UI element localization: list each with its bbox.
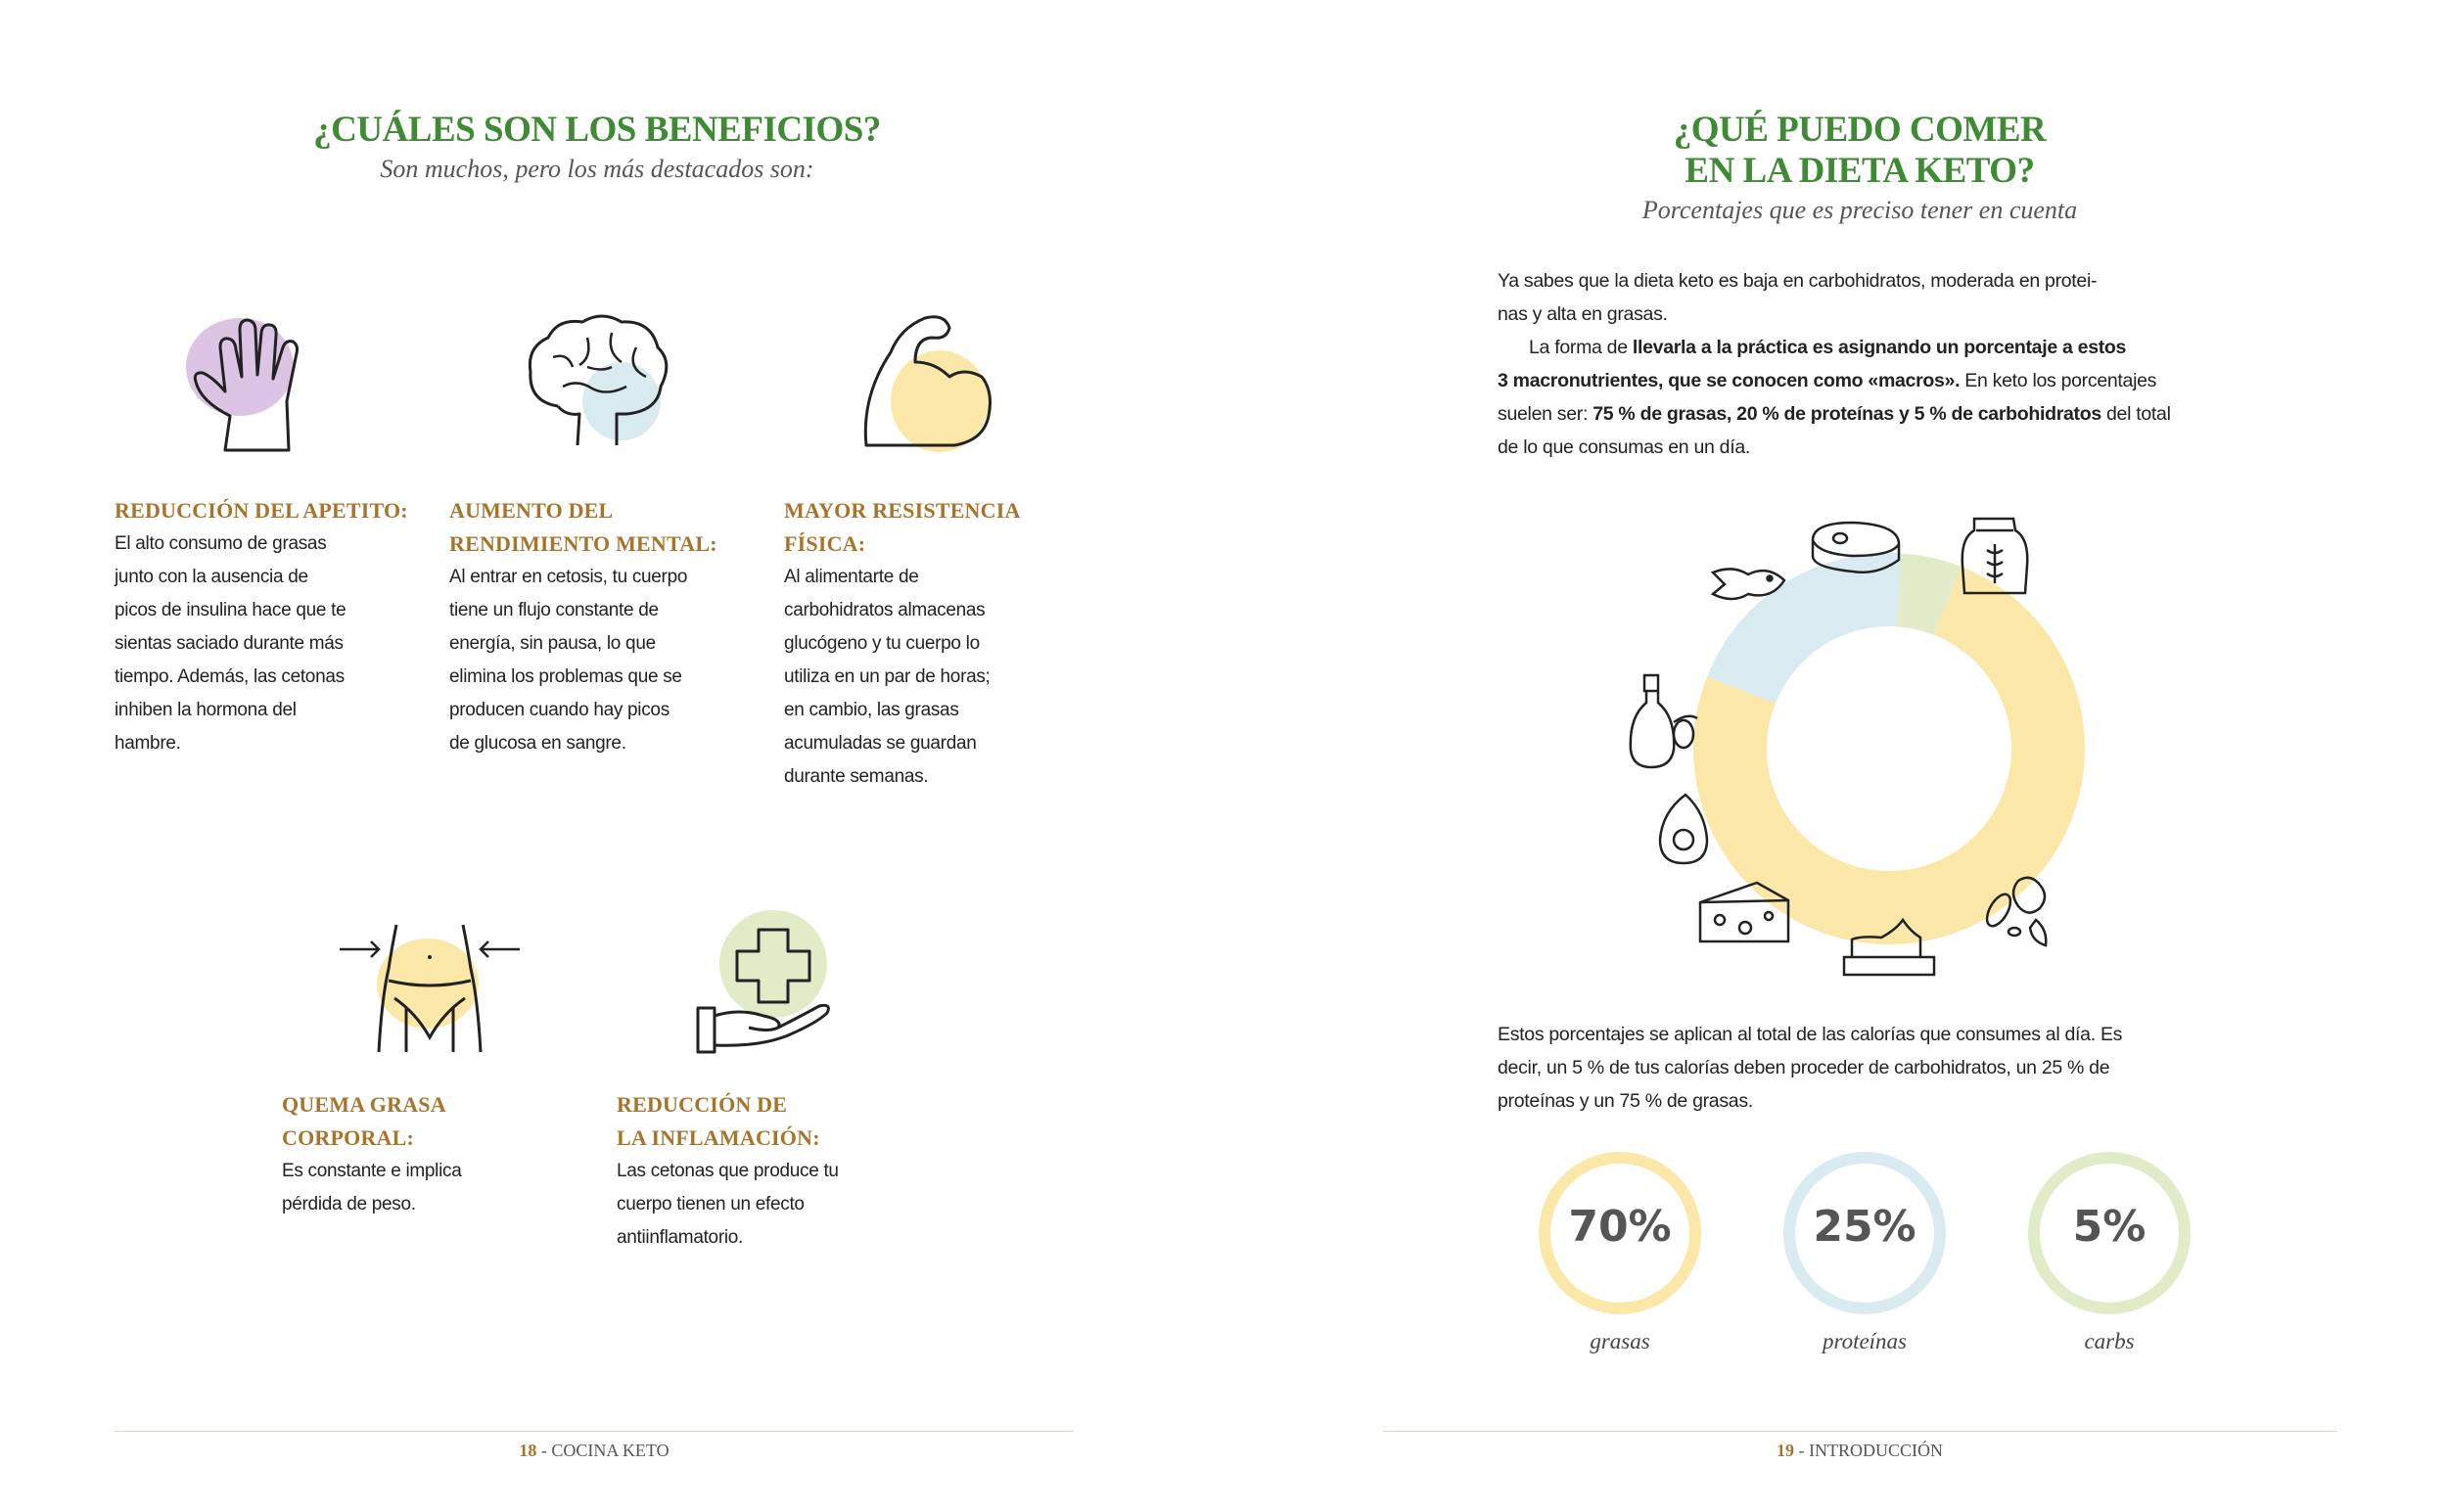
cheese-icon	[1700, 883, 1788, 941]
macro-label: grasas	[1590, 1329, 1650, 1353]
muscle-icon	[856, 308, 1013, 455]
macro-label: carbs	[2084, 1329, 2135, 1353]
benefit-heading: REDUCCIÓN DE LA INFLAMACIÓN:	[617, 1092, 820, 1150]
benefit-text: Las cetonas que produce tu cuerpo tienen un efecto antiinflamatorio.	[617, 1161, 839, 1248]
benefit-text: Al alimentarte de carbohidratos almacenas glucógeno y tu cuerpo lo utiliza en un par de horas; en cambio, las grasas acumuladas se guardan durante semanas.	[784, 567, 991, 787]
right-page	[1224, 0, 2447, 1512]
macro-value: 70%	[1568, 1202, 1672, 1252]
page-subtitle: Porcentajes que es preciso tener en cuenta	[1641, 196, 2078, 224]
macros-donut-chart	[1586, 509, 2173, 1018]
benefit-heading: REDUCCIÓN DEL APETITO:	[115, 498, 408, 523]
benefit-heading: MAYOR RESISTENCIA FÍSICA:	[784, 498, 1021, 556]
page-title: ¿QUÉ PUEDO COMER EN LA DIETA KETO?	[1673, 110, 2047, 191]
macro-value: 25%	[1813, 1202, 1916, 1252]
donut-segment-proteinas	[1707, 553, 1902, 704]
benefit-text: El alto consumo de grasas junto con la ausencia de picos de insulina hace que te sientas saciado durante más tiempo. Además, las cetonas inhiben la hormona del hambre.	[115, 533, 346, 754]
brain-icon	[519, 308, 675, 455]
benefit-text: Es constante e implica pérdida de peso.	[282, 1161, 462, 1214]
benefit-text: Al entrar en cetosis, tu cuerpo tiene un flujo constante de energía, sin pausa, lo que elimina los problemas que se producen cuando hay picos de glucosa en sangre.	[449, 567, 688, 754]
page-footer: 19 - INTRODUCCIÓN	[1777, 1441, 1943, 1460]
page-footer: 18 - COCINA KETO	[519, 1441, 669, 1460]
percent-paragraph: Estos porcentajes se aplican al total de las calorías que consumes al día. Es decir, un 5 % de tus calorías deben proceder de carbohidratos, un 25 % de proteínas y un 75 % de grasas.	[1498, 1024, 2123, 1112]
avocado-icon	[1660, 795, 1707, 863]
benefit-heading: AUMENTO DEL RENDIMIENTO MENTAL:	[449, 498, 717, 556]
page-subtitle: Son muchos, pero los más destacados son:	[380, 155, 814, 183]
oil-bottle-icon	[1631, 675, 1697, 767]
waist-icon	[338, 920, 524, 1057]
page-title: ¿CUÁLES SON LOS BENEFICIOS?	[313, 110, 881, 150]
benefit-heading: QUEMA GRASA CORPORAL:	[282, 1092, 446, 1150]
footer-divider	[1383, 1431, 2337, 1432]
intro-paragraph: Ya sabes que la dieta keto es baja en carbohidratos, moderada en protei- nas y alta en grasas. La forma de llevarla a la práctica es asignando un porcentaje a estos 3 macronutrientes, que se conocen como «macros». En keto los porcentajes suelen ser: 75 % de grasas, 20 % de proteínas y 5 % de carbohidratos del total de lo que consumas en un día.	[1498, 270, 2171, 458]
hand-icon	[181, 308, 338, 455]
macro-label: proteínas	[1822, 1329, 1908, 1353]
health-hand-icon	[690, 910, 847, 1057]
macro-value: 5%	[2072, 1202, 2147, 1252]
footer-divider	[115, 1431, 1074, 1432]
